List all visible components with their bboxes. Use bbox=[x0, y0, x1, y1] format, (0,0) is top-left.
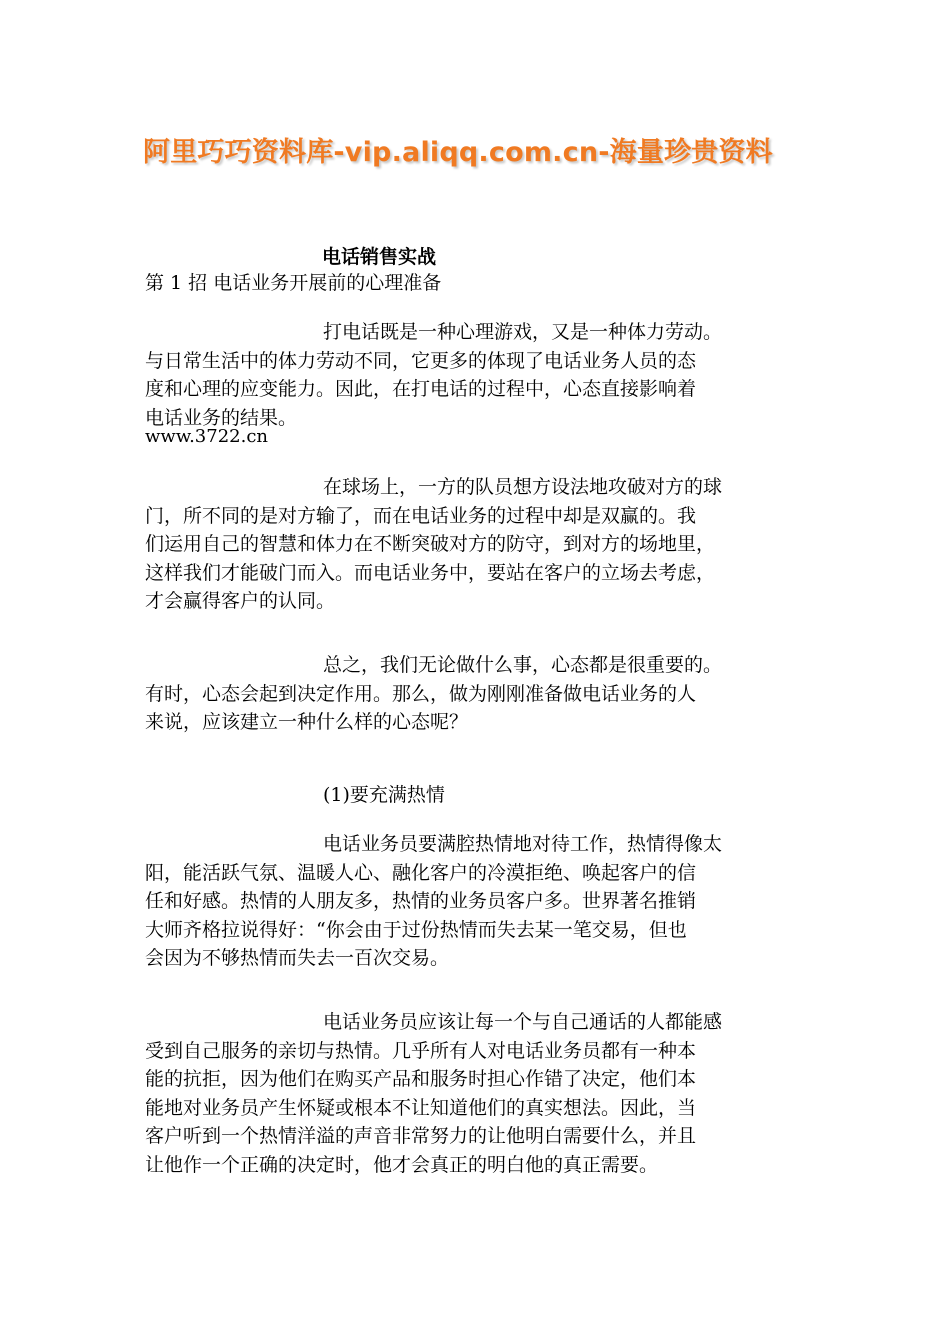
paragraph-1 bbox=[145, 318, 805, 432]
section-subtitle: 第 1 招 电话业务开展前的心理准备 bbox=[145, 272, 442, 294]
paragraph-4 bbox=[145, 830, 805, 973]
paragraph-2 bbox=[145, 473, 805, 616]
paragraph-line: 与日常生活中的体力劳动不同，它更多的体现了电话业务人员的态 bbox=[145, 349, 697, 372]
paragraph-line: 能的抗拒，因为他们在购买产品和服务时担心作错了决定，他们本 bbox=[145, 1068, 697, 1090]
paragraph-5 bbox=[145, 1008, 805, 1179]
paragraph-line: 客户听到一个热情洋溢的声音非常努力的让他明白需要什么，并且 bbox=[145, 1125, 697, 1147]
document-title: 电话销售实战 bbox=[322, 246, 437, 268]
paragraph-line: 受到自己服务的亲切与热情。几乎所有人对电话业务员都有一种本 bbox=[145, 1039, 697, 1062]
paragraph-line: 电话业务员要满腔热情地对待工作，热情得像太 bbox=[323, 833, 723, 855]
paragraph-line: 度和心理的应变能力。因此，在打电话的过程中，心态直接影响着 bbox=[145, 378, 697, 400]
paragraph-line: 们运用自己的智慧和体力在不断突破对方的防守，到对方的场地里， bbox=[145, 533, 716, 555]
paragraph-line: 门，所不同的是对方输了，而在电话业务的过程中却是双赢的。我 bbox=[145, 504, 697, 527]
paragraph-line: 能地对业务员产生怀疑或根本不让知道他们的真实想法。因此，当 bbox=[145, 1096, 697, 1119]
paragraph-line: 这样我们才能破门而入。而电话业务中，要站在客户的立场去考虑， bbox=[145, 561, 716, 584]
paragraph-line: 会因为不够热情而失去一百次交易。 bbox=[145, 947, 450, 969]
paragraph-line: 任和好感。热情的人朋友多，热情的业务员客户多。世界著名推销 bbox=[145, 890, 697, 912]
paragraph-line: 有时，心态会起到决定作用。那么，做为刚刚准备做电话业务的人 bbox=[145, 682, 697, 705]
paragraph-line: 阳，能活跃气氛、温暖人心、融化客户的冷漠拒绝、唤起客户的信 bbox=[145, 861, 697, 884]
watermark-banner: 阿里巧巧资料库-vip.aliqq.com.cn-海量珍贵资料 bbox=[143, 137, 773, 168]
url-text: www.3722.cn bbox=[145, 426, 269, 447]
section-heading: (1)要充满热情 bbox=[323, 784, 445, 806]
paragraph-line: 打电话既是一种心理游戏，又是一种体力劳动。 bbox=[323, 321, 723, 343]
paragraph-line: 大师齐格拉说得好：“你会由于过份热情而失去某一笔交易，但也 bbox=[145, 918, 687, 941]
paragraph-line: 来说，应该建立一种什么样的心态呢？ bbox=[145, 711, 469, 733]
paragraph-line: 电话业务员应该让每一个与自己通话的人都能感 bbox=[323, 1011, 723, 1033]
paragraph-line: 在球场上，一方的队员想方设法地攻破对方的球 bbox=[323, 476, 723, 498]
paragraph-3 bbox=[145, 651, 805, 737]
paragraph-line: 总之，我们无论做什么事，心态都是很重要的。 bbox=[323, 654, 723, 676]
paragraph-line: 电话业务的结果。 bbox=[145, 406, 298, 429]
paragraph-line: 让他作一个正确的决定时，他才会真正的明白他的真正需要。 bbox=[145, 1153, 659, 1176]
paragraph-line: 才会赢得客户的认同。 bbox=[145, 590, 336, 612]
